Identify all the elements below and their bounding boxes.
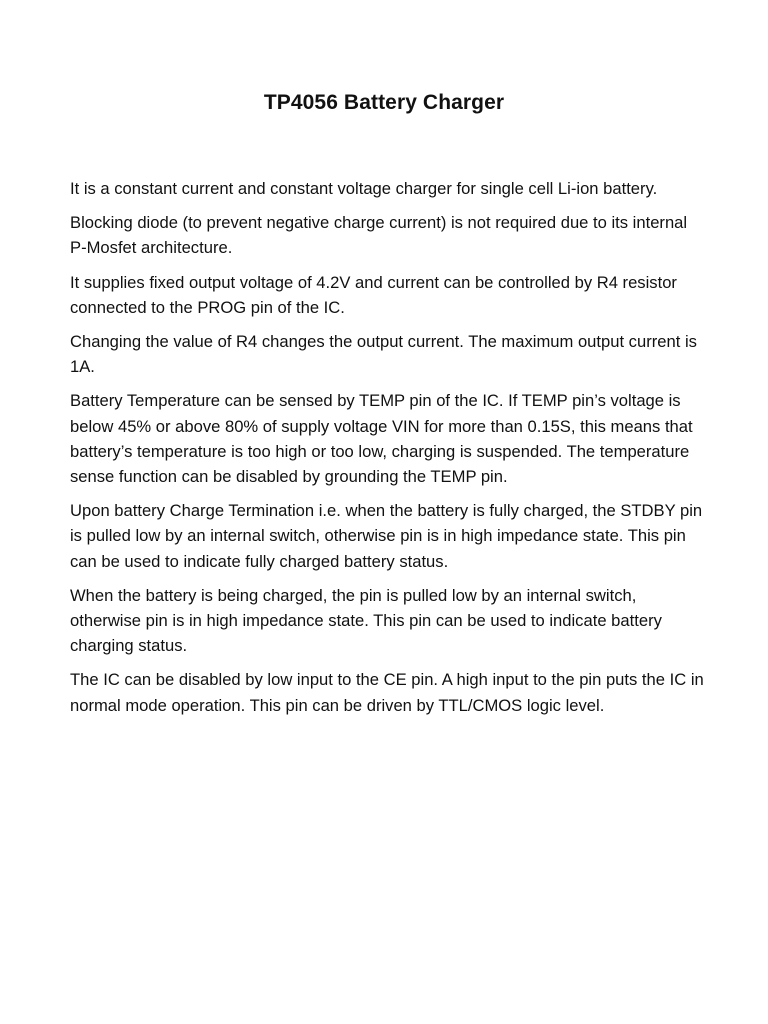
- paragraph-overview: It is a constant current and constant voltage charger for single cell Li-ion battery.: [70, 179, 658, 198]
- paragraph-charging-status: When the battery is being charged, the pin is pulled low by an internal switch, otherwise pin is in high impedance state. This pin can be used to indicate battery charging status.: [70, 585, 662, 656]
- paragraph-ce-pin: The IC can be disabled by low input to the CE pin. A high input to the pin puts the IC in normal mode operation. This pin can be driven by TTL/CMOS logic level.: [70, 670, 704, 715]
- paragraph-temperature: Battery Temperature can be sensed by TEMP pin of the IC. If TEMP pin’s voltage is below 45% or above 80% of supply voltage VIN for more than 0.15S, this means that battery’s temperature is too high or too low, charging is suspended. The temperature sense function can be disabled by grounding the TEMP pin.: [70, 391, 693, 487]
- document-body: [70, 176, 706, 727]
- paragraph-output-current: Changing the value of R4 changes the output current. The maximum output current is 1A.: [70, 332, 697, 377]
- paragraph-blocking-diode: Blocking diode (to prevent negative charge current) is not required due to its internal P-Mosfet architecture.: [70, 213, 688, 258]
- page-title: TP4056 Battery Charger: [263, 91, 505, 114]
- paragraph-output-voltage: It supplies fixed output voltage of 4.2V and current can be controlled by R4 resistor connected to the PROG pin of the IC.: [70, 272, 677, 317]
- paragraph-stdby-pin: Upon battery Charge Termination i.e. when the battery is fully charged, the STDBY pin is pulled low by an internal switch, otherwise pin is in high impedance state. This pin can be used to indicate fully charged battery status.: [70, 501, 703, 571]
